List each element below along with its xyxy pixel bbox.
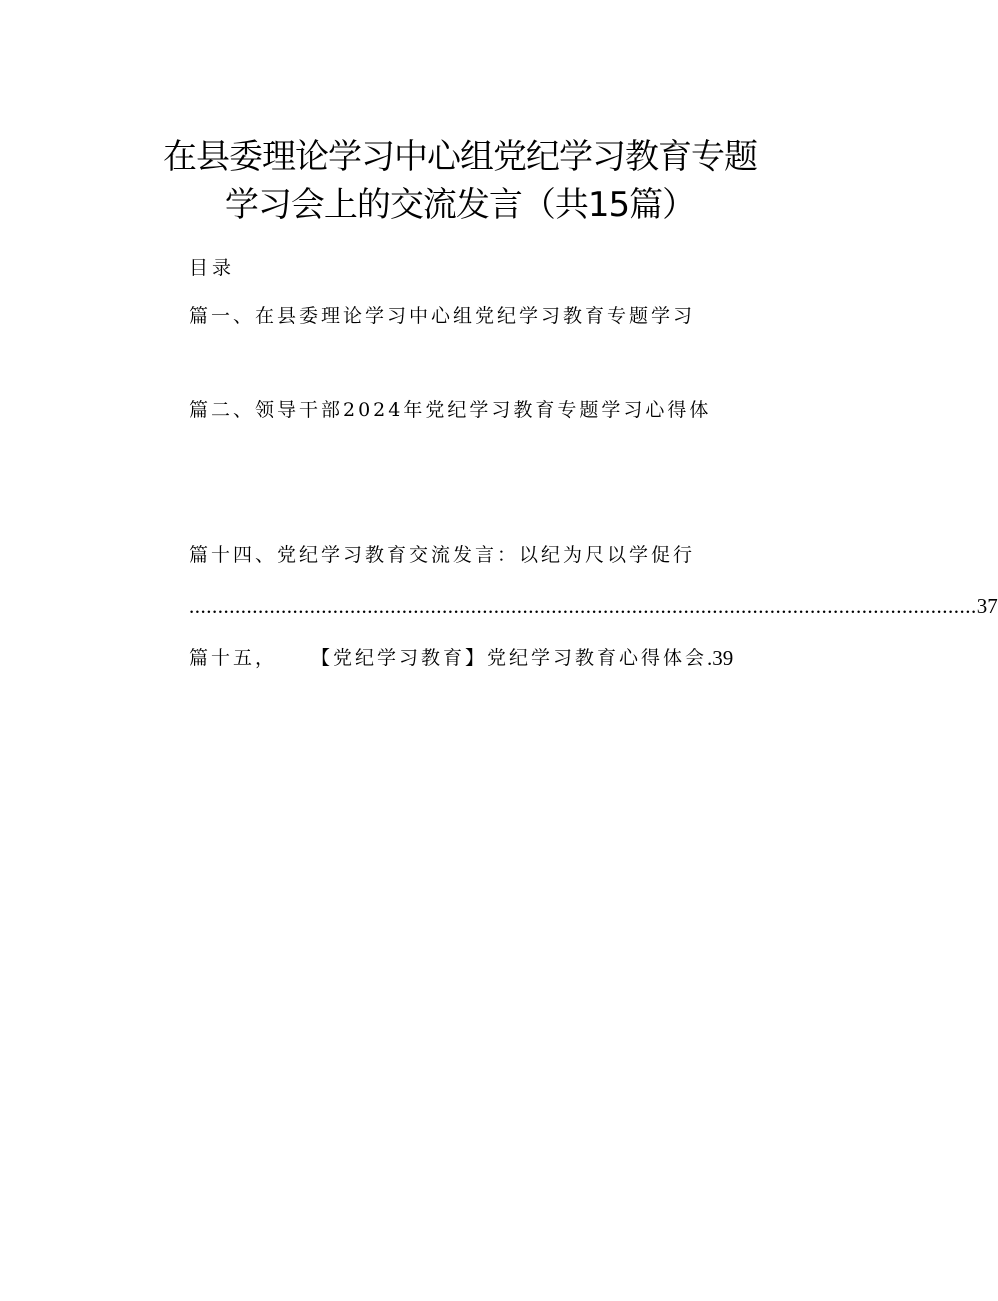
- toc-heading: 目录: [189, 257, 236, 279]
- toc-entry-1[interactable]: 篇一、在县委理论学习中心组党纪学习教育专题学习: [189, 305, 696, 327]
- toc-entry-15[interactable]: [189, 645, 733, 671]
- document-title-line-1: 在县委理论学习中心组党纪学习教育专题: [163, 137, 757, 177]
- toc-entry-14-leader: [189, 593, 998, 619]
- toc-entry-14[interactable]: 篇十四、党纪学习教育交流发言：以纪为尺以学促行: [189, 544, 696, 566]
- toc-entry-15-title: 【党纪学习教育】党纪学习教育心得体会: [311, 647, 708, 669]
- document-title: [0, 133, 920, 229]
- page-number: 37: [976, 594, 998, 618]
- document-title-line-2: 学习会上的交流发言（共15篇）: [224, 185, 696, 225]
- toc-entry-2[interactable]: 篇二、领导干部2024年党纪学习教育专题学习心得体: [189, 399, 712, 421]
- page-number: .39: [707, 646, 734, 670]
- dot-leader: .........................................................................................................................................: [189, 594, 977, 618]
- toc-entry-15-prefix: 篇十五，: [189, 647, 278, 669]
